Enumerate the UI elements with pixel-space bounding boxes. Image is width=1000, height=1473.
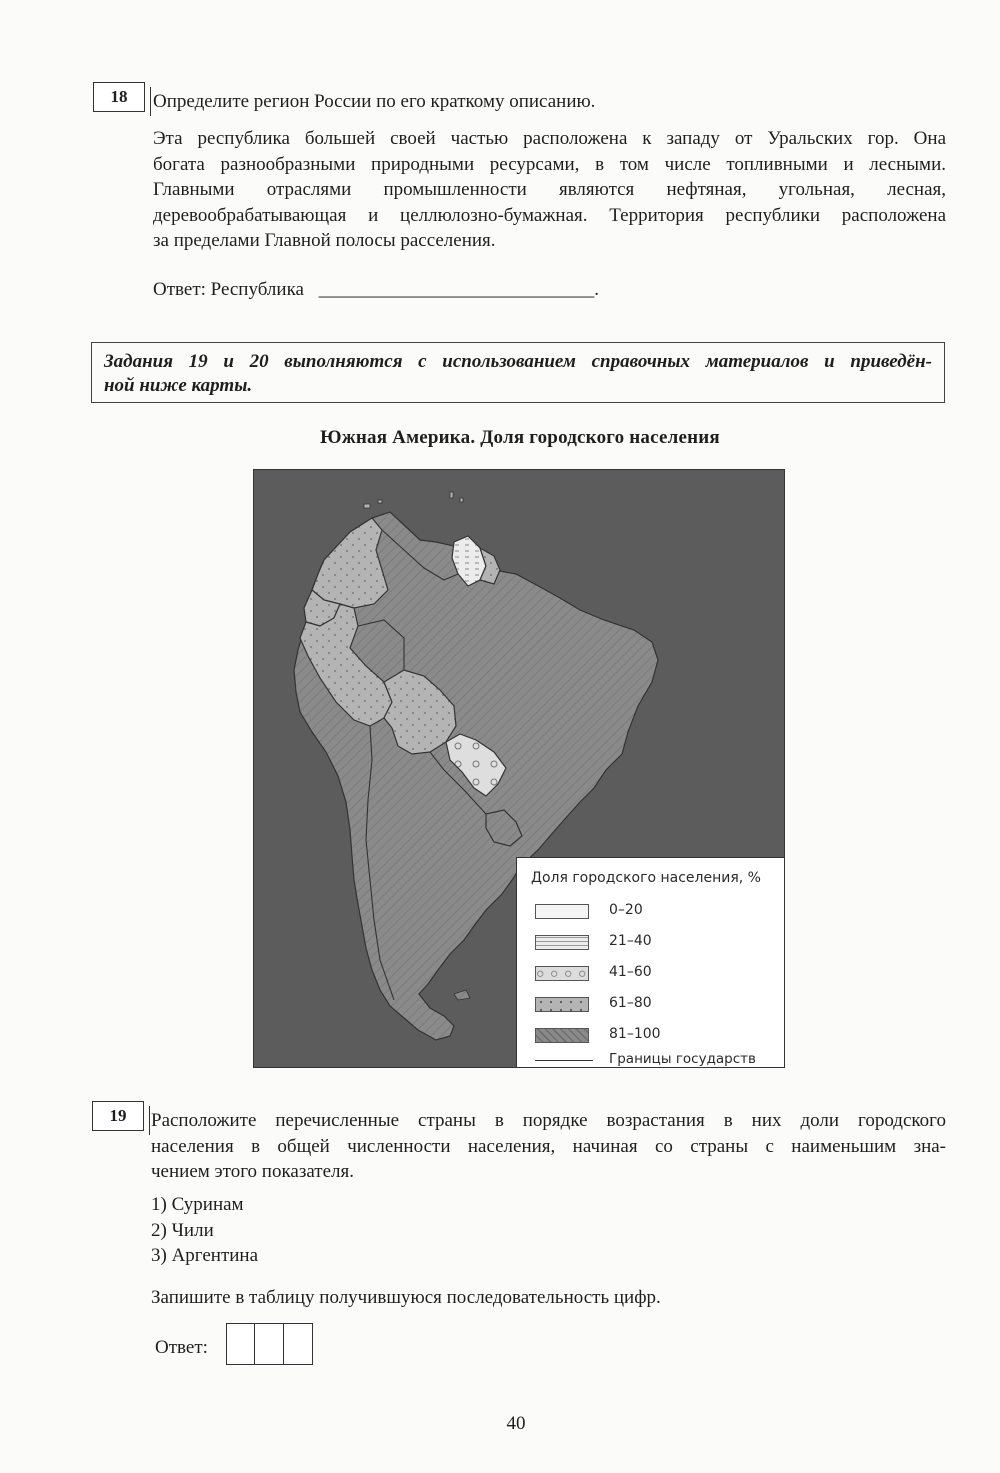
legend-swatch-dashes	[535, 935, 589, 950]
legend-swatch-dots	[535, 997, 589, 1012]
q18-description-line: за пределами Главной полосы расселения.	[153, 230, 496, 251]
legend-item	[535, 1026, 775, 1046]
legend-item	[535, 964, 775, 984]
q18-prompt: Определите регион России по его краткому описанию.	[153, 91, 596, 112]
answer-cell-2[interactable]	[254, 1323, 284, 1365]
answer-cell-3[interactable]	[283, 1323, 313, 1365]
q18-description-line: Главными отраслями промышленности являются нефтяная, угольная, лесная,	[153, 179, 946, 200]
q18-answer-blank[interactable]: _____________________________.	[318, 279, 599, 300]
island	[364, 504, 370, 508]
q19-option: 3) Аргентина	[151, 1245, 259, 1266]
legend-title: Доля городского населения, %	[531, 870, 761, 886]
q19-answer-cells	[227, 1323, 313, 1365]
answer-cell-1[interactable]	[226, 1323, 256, 1365]
q18-answer-row	[153, 277, 599, 303]
q19-answer-label: Ответ:	[155, 1337, 208, 1358]
q18-answer-label: Ответ: Республика	[153, 279, 304, 300]
island	[460, 498, 463, 502]
legend-item	[535, 1051, 775, 1068]
q19-prompt-line: Расположите перечисленные страны в порядке возрастания в них доли городского	[151, 1110, 946, 1131]
legend-item	[535, 995, 775, 1015]
q19-prompt-line: чением этого показателя.	[151, 1161, 355, 1182]
question-19-number: 19	[92, 1101, 144, 1131]
falkland-islands	[454, 990, 470, 1000]
q19-options	[151, 1192, 258, 1269]
q18-description-line: Эта республика большей своей частью расположена к западу от Уральских гор. Она	[153, 128, 946, 149]
q19-option: 2) Чили	[151, 1219, 214, 1241]
q19-prompt	[151, 1108, 946, 1185]
q18-description-line: богата разнообразными природными ресурсами, в том числе топливными и лесными.	[153, 153, 946, 175]
legend-label: 81–100	[609, 1026, 661, 1042]
legend-label: 41–60	[609, 964, 652, 980]
legend-swatch-hatch	[535, 1028, 589, 1043]
notice-line: ной ниже карты.	[104, 375, 253, 396]
legend-item	[535, 902, 775, 922]
legend-swatch-plain	[535, 904, 589, 919]
legend-label: 61–80	[609, 995, 652, 1011]
legend-swatch-circles	[535, 966, 589, 981]
q19-instruction: Запишите в таблицу получившуюся последовательность цифр.	[151, 1287, 661, 1308]
map-legend	[516, 857, 785, 1068]
q18-description-line: деревообрабатывающая и целлюлозно-бумажная. Территория республики расположена	[153, 204, 946, 226]
legend-border-line	[535, 1060, 593, 1061]
legend-label: 0–20	[609, 902, 643, 918]
notice-line: Задания 19 и 20 выполняются с использованием справочных материалов и приведён-	[104, 351, 932, 372]
question-18-number: 18	[93, 82, 145, 112]
legend-item	[535, 933, 775, 953]
map-title: Южная Америка. Доля городского населения	[320, 427, 720, 448]
region-colombia	[312, 518, 388, 608]
page-number: 40	[506, 1413, 526, 1434]
island	[378, 500, 382, 503]
caribbean-islands	[364, 492, 463, 508]
legend-label: Границы государств	[609, 1051, 756, 1067]
tasks-notice-box	[91, 342, 945, 403]
south-america-map	[253, 469, 785, 1068]
island	[450, 492, 453, 498]
legend-label: 21–40	[609, 933, 652, 949]
q18-description	[153, 126, 946, 254]
q19-prompt-line: населения в общей численности населения, начиная со страны с наименьшим зна-	[151, 1135, 946, 1157]
q19-option: 1) Суринам	[151, 1194, 244, 1215]
